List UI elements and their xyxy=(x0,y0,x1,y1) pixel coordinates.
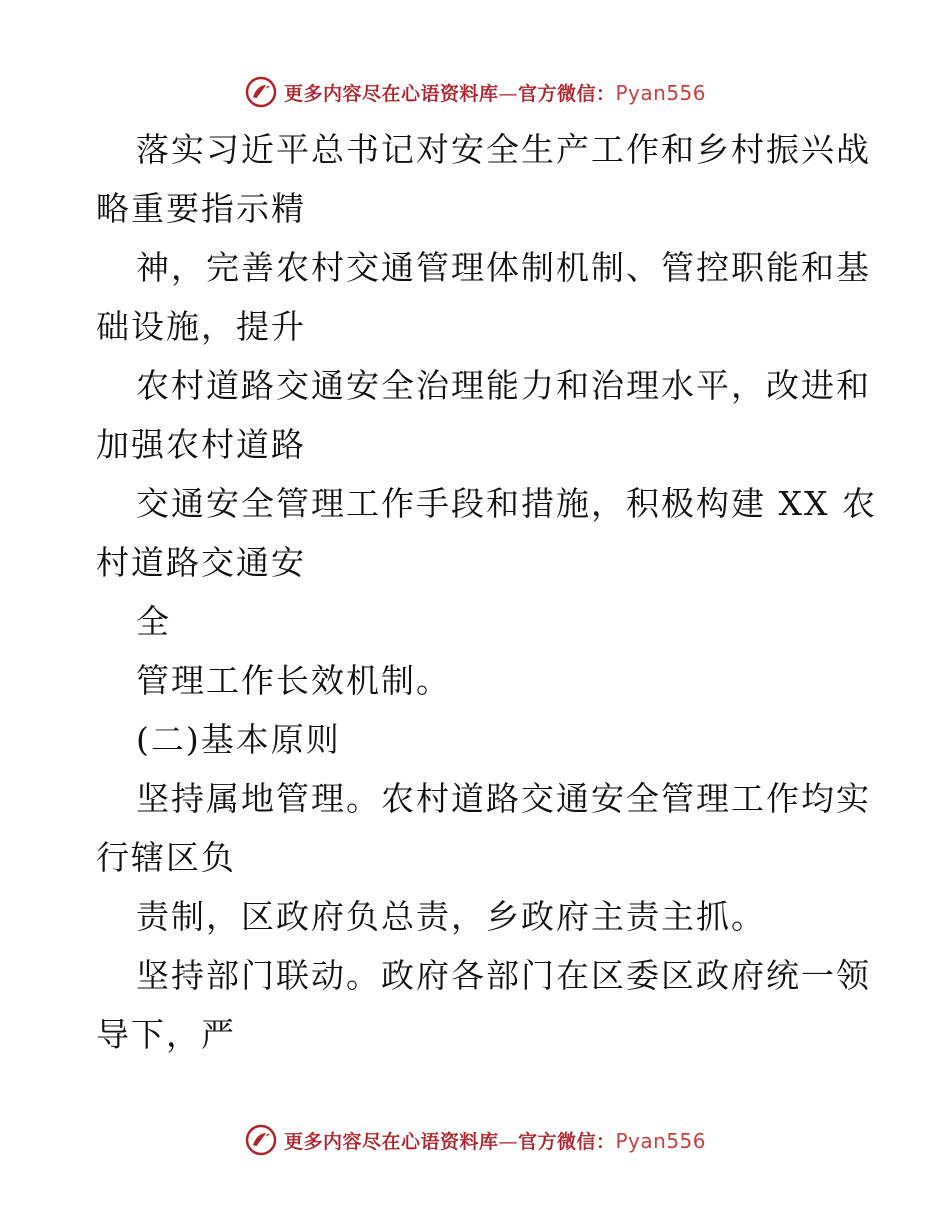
brand-logo-icon xyxy=(244,1123,278,1157)
paragraph-line: 础设施，提升 xyxy=(96,307,306,346)
banner-dash: — xyxy=(498,1130,518,1153)
banner-title: 更多内容尽在心语资料库 xyxy=(283,1130,499,1153)
paragraph-line: 农村道路交通安全治理能力和治理水平，改进和 xyxy=(136,366,871,405)
paragraph-line: 坚持部门联动。政府各部门在区委区政府统一领 xyxy=(136,956,871,995)
paragraph-line: 落实习近平总书记对安全生产工作和乡村振兴战 xyxy=(136,130,871,169)
header-banner xyxy=(0,72,950,112)
banner-title: 更多内容尽在心语资料库 xyxy=(283,82,499,105)
paragraph-line: 管理工作长效机制。 xyxy=(136,661,451,700)
paragraph-line: 村道路交通安 xyxy=(96,543,306,582)
banner-official-label: 官方微信： xyxy=(517,1130,616,1153)
banner-official-label: 官方微信： xyxy=(517,82,616,105)
paragraph-line: 略重要指示精 xyxy=(96,189,306,228)
banner-label xyxy=(284,79,706,106)
paragraph-line: 神，完善农村交通管理体制机制、管控职能和基 xyxy=(136,248,871,287)
footer-banner xyxy=(0,1120,950,1160)
paragraph-line: 导下，严 xyxy=(96,1015,236,1054)
banner-wechat-id: Pyan556 xyxy=(615,1128,707,1153)
banner-label xyxy=(284,1127,706,1154)
document-body xyxy=(96,120,877,1064)
paragraph-line: 责制，区政府负总责，乡政府主责主抓。 xyxy=(136,897,766,936)
paragraph-line: (二)基本原则 xyxy=(136,720,341,759)
paragraph-line: 行辖区负 xyxy=(96,838,236,877)
paragraph-line: 加强农村道路 xyxy=(96,425,306,464)
paragraph-line: 交通安全管理工作手段和措施，积极构建 XX 农 xyxy=(136,484,877,523)
banner-dash: — xyxy=(498,82,518,105)
brand-logo-icon xyxy=(244,75,278,109)
paragraph-line: 坚持属地管理。农村道路交通安全管理工作均实 xyxy=(136,779,871,818)
paragraph-line: 全 xyxy=(136,602,171,641)
banner-wechat-id: Pyan556 xyxy=(615,80,707,105)
